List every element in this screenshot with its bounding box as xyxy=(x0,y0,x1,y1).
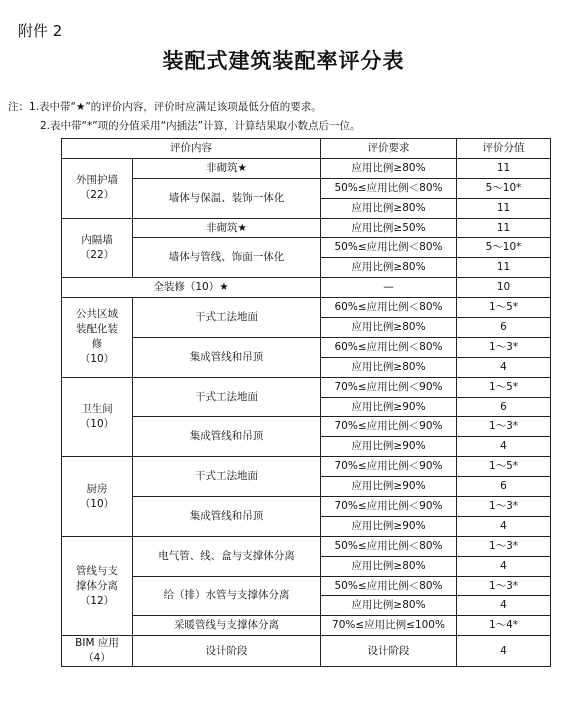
group-label: 公共区域 装配化装 修 （10） xyxy=(62,298,133,378)
score-cell: 11 xyxy=(457,198,551,218)
header-content: 评价内容 xyxy=(62,139,321,159)
score-cell: 6 xyxy=(457,477,551,497)
score-cell: 11 xyxy=(457,158,551,178)
requirement-cell: 应用比例≥50% xyxy=(321,218,457,238)
item-label: 干式工法地面 xyxy=(133,377,321,417)
score-cell: 6 xyxy=(457,397,551,417)
score-cell: 4 xyxy=(457,556,551,576)
score-table xyxy=(61,138,551,667)
item-label: 集成管线和吊顶 xyxy=(133,337,321,377)
score-cell: 1～5* xyxy=(457,377,551,397)
group-label: 全装修（10）★ xyxy=(62,278,321,298)
score-cell: 1～5* xyxy=(457,298,551,318)
score-cell: 1～3* xyxy=(457,536,551,556)
requirement-cell: 应用比例≥80% xyxy=(321,596,457,616)
requirement-cell: 70%≤应用比例＜90% xyxy=(321,497,457,517)
score-cell: 11 xyxy=(457,218,551,238)
notes xyxy=(8,98,361,136)
score-cell: 1～3* xyxy=(457,337,551,357)
requirement-cell: 应用比例≥90% xyxy=(321,397,457,417)
score-cell: 11 xyxy=(457,258,551,278)
score-cell: 1～3* xyxy=(457,417,551,437)
score-cell: 4 xyxy=(457,596,551,616)
group-label: 卫生间 （10） xyxy=(62,377,133,457)
group-label: BIM 应用 （4） xyxy=(62,636,133,667)
score-cell: 5～10* xyxy=(457,178,551,198)
requirement-cell: 60%≤应用比例＜80% xyxy=(321,337,457,357)
score-cell: 1～3* xyxy=(457,576,551,596)
group-label: 厨房 （10） xyxy=(62,457,133,537)
score-cell: 1～5* xyxy=(457,457,551,477)
note-1: 注：1.表中带“★”的评价内容，评价时应满足该项最低分值的要求。 xyxy=(8,101,322,113)
item-label: 非砌筑★ xyxy=(133,158,321,178)
score-cell: 4 xyxy=(457,516,551,536)
requirement-cell: 应用比例≥80% xyxy=(321,556,457,576)
attachment-label: 附件 2 xyxy=(18,22,63,40)
score-cell: 6 xyxy=(457,318,551,338)
item-label: 采暖管线与支撑体分离 xyxy=(133,616,321,636)
item-label: 墙体与保温、装饰一体化 xyxy=(133,178,321,218)
requirement-cell: 应用比例≥90% xyxy=(321,516,457,536)
requirement-cell: 70%≤应用比例＜90% xyxy=(321,457,457,477)
requirement-cell: 50%≤应用比例＜80% xyxy=(321,238,457,258)
item-label: 电气管、线、盒与支撑体分离 xyxy=(133,536,321,576)
item-label: 集成管线和吊顶 xyxy=(133,417,321,457)
requirement-cell: 50%≤应用比例＜80% xyxy=(321,576,457,596)
header-requirement: 评价要求 xyxy=(321,139,457,159)
requirement-cell: 应用比例≥80% xyxy=(321,198,457,218)
score-cell: 4 xyxy=(457,636,551,667)
requirement-cell: 50%≤应用比例＜80% xyxy=(321,536,457,556)
item-label: 给（排）水管与支撑体分离 xyxy=(133,576,321,616)
group-label: 外围护墙 （22） xyxy=(62,158,133,218)
requirement-cell: 设计阶段 xyxy=(321,636,457,667)
item-label: 干式工法地面 xyxy=(133,298,321,338)
score-cell: 1～3* xyxy=(457,497,551,517)
requirement-cell: 应用比例≥90% xyxy=(321,477,457,497)
header-row xyxy=(62,139,551,159)
header-score: 评价分值 xyxy=(457,139,551,159)
requirement-cell: 应用比例≥80% xyxy=(321,258,457,278)
page-title: 装配式建筑装配率评分表 xyxy=(162,49,405,73)
group-label: 管线与支 撑体分离 （12） xyxy=(62,536,133,635)
requirement-cell: 70%≤应用比例＜90% xyxy=(321,377,457,397)
requirement-cell: 50%≤应用比例＜80% xyxy=(321,178,457,198)
requirement-cell: 70%≤应用比例＜90% xyxy=(321,417,457,437)
requirement-cell: 70%≤应用比例≤100% xyxy=(321,616,457,636)
item-label: 非砌筑★ xyxy=(133,218,321,238)
item-label: 干式工法地面 xyxy=(133,457,321,497)
item-label: 集成管线和吊顶 xyxy=(133,497,321,537)
requirement-cell: 应用比例≥80% xyxy=(321,158,457,178)
requirement-cell: 60%≤应用比例＜80% xyxy=(321,298,457,318)
score-cell: 5～10* xyxy=(457,238,551,258)
score-cell: 10 xyxy=(457,278,551,298)
score-cell: 4 xyxy=(457,437,551,457)
requirement-cell: 应用比例≥80% xyxy=(321,318,457,338)
note-2: 2.表中带“*”项的分值采用“内插法”计算，计算结果取小数点后一位。 xyxy=(40,120,361,132)
score-cell: 4 xyxy=(457,357,551,377)
requirement-cell: 应用比例≥90% xyxy=(321,437,457,457)
requirement-cell: — xyxy=(321,278,457,298)
item-label: 设计阶段 xyxy=(133,636,321,667)
requirement-cell: 应用比例≥80% xyxy=(321,357,457,377)
score-cell: 1～4* xyxy=(457,616,551,636)
group-label: 内隔墙 （22） xyxy=(62,218,133,278)
item-label: 墙体与管线、饰面一体化 xyxy=(133,238,321,278)
